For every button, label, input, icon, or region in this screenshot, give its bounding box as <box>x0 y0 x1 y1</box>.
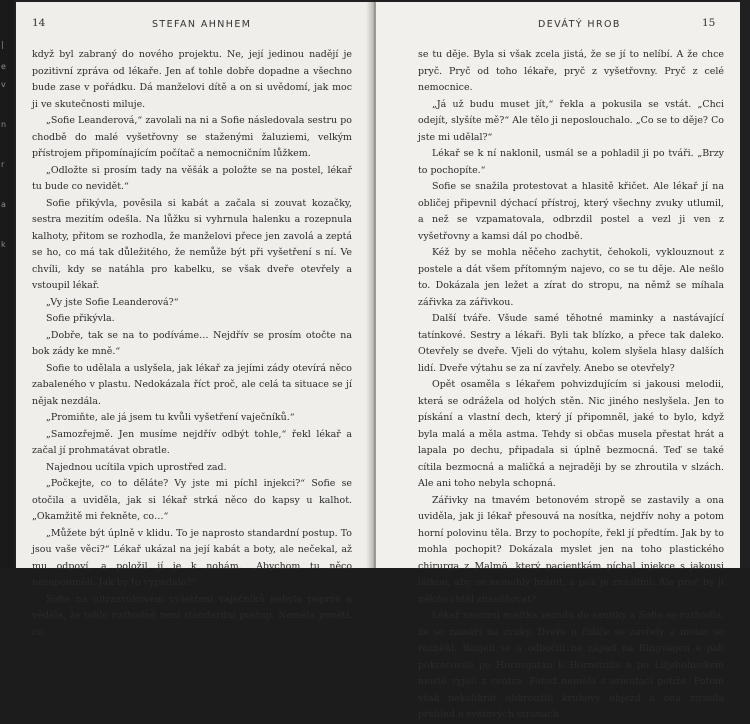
paragraph: Lékař se k ní naklonil, usmál se a pohladil ji po tváři. „Brzy to pochopíte.“ <box>418 148 724 176</box>
paragraph: „Promiňte, ale já jsem tu kvůli vyšetření vaječníků.“ <box>46 412 295 423</box>
running-head: DEVÁTÝ HROB <box>538 19 621 30</box>
paragraph: Sofie to udělala a uslyšela, jak lékař za jejími zády otevírá něco zabaleného v plastu. Nedokázala říct proč, ale celá ta situace se jí nějak nezdála. <box>32 362 352 407</box>
paragraph: Sofie se snažila protestovat a hlasitě křičet. Ale lékař jí na obličej připevnil dýchací přístroj, který všechny zvuky utlumil, a než se vzpamatovala, odbrzdil postel a vezl ji ven z vyšetřovny a kamsi dál po chodbě. <box>418 181 724 242</box>
paragraph: Kéž by se mohla něčeho zachytit, čehokoli, vyklouznout z postele a dát všem přítomným najevo, co se tu děje. Ale nešlo to. Dokázala jen ležet a zírat do stropu, na němž se míhala zářivka za zářivkou. <box>418 247 724 308</box>
paragraph: Sofie přikývla, pověsila si kabát a začala si zouvat kozačky, sestra mezitím odešla. Na lůžku si vyhrnula halenku a rozepnula kalhoty, přitom se rozhodla, že manželovi přece jen zavolá a zeptá se ho, co má tak důležitého, že nemůže být při vyšetření s ní. Ve chvíli, kdy se natáhla pro kabelku, se však dveře otevřely a vstoupil lékař. <box>32 197 352 291</box>
right-page <box>376 2 740 720</box>
body-text <box>418 47 724 724</box>
paragraph: se tu děje. Byla si však zcela jistá, že se jí to nelíbí. A že chce pryč. Pryč od toho lékaře, pryč z vyšetřovny. Pryč z celé nemocnice. <box>418 49 724 93</box>
page-number: 15 <box>702 17 716 29</box>
paragraph: „Můžete být úplně v klidu. To je naprosto standardní postup. To jsou vaše věci?“ Lékař ukázal na její kabát a boty, ale nečekal, až mu odpoví, a položil jí je k nohám. „Abychom tu něco nezapomněli. Jak by to vypadalo?“ <box>32 527 352 588</box>
page-number: 14 <box>32 17 46 29</box>
paragraph: Sofie na ultrazvukovém vyšetření vaječníků nebyla poprvé a věděla, že tohle rozhodně není standardní postup. Neměla ponětí, co <box>32 593 352 638</box>
paragraph: Další tváře. Všude samé těhotné maminky a nastávající tatínkové. Sestry a lékaři. Byli tak blízko, a přece tak daleko. Otevřely se dveře. Vjeli do výtahu, kolem slyšela hlasy dalších lidí. Dveře výtahu se za ní zavřely. Anebo se otevřely? <box>418 313 724 374</box>
paragraph: Opět osaměla s lékařem pohvizdujícím si jakousi melodii, která se odrážela od holých stěn. Nic jiného neslyšela. Jen to pískání a vlastní dech, který jí připomněl, jaké to bylo, když byla malá a měla astma. Tehdy si občas musela přestat hrát a lapala po dechu, připadala si úplně bezmocná. Teď se také cítila bezmocná a maličká a nejraději by se zhroutila v slzách. Ale ani toho nebyla schopná. <box>418 379 724 489</box>
paragraph: „Sofie Leanderová,“ zavolali na ni a Sofie následovala sestru po chodbě do malé vyšetřovny se staženými žaluziemi, velkým přístrojem připomínajícím počítač a nemocničním lůžkem. <box>32 115 352 159</box>
paragraph: Lékař zasunul nosítka zezadu do sanitky a Sofie se rozhodla, že se zaměří na zvuky. Dveře u řidiče se zavřely a motor se rozběhl. Rozjeli se a odbočili na západ na Ringvägen a pak pokračovali po Hornsgatan k Hornstullu a po Liljeholmském mostě vyjeli z centra. Potud neměla s orientací potíže. Potom však nekolikrát obkroužili kruhový objezd a ona ztratila přehled o světových stranách. <box>418 610 724 720</box>
paragraph: „Samozřejmě. Jen musíme nejdřív odbýt tohle,“ řekl lékař a začal jí prohmatávat obratle. <box>32 428 352 456</box>
paragraph: Najednou ucítila vpich uprostřed zad. <box>46 461 227 473</box>
left-page <box>16 2 371 638</box>
adjacent-page-edge: | e v n r a k <box>0 0 14 568</box>
paragraph: když byl zabraný do nového projektu. Ne, její jedinou nadějí je pozitivní zpráva od lékaře. Jen ať tohle dobře dopadne a všechno bude zase v pořádku. Dá manželovi dítě a on si uvědomí, jak moc ji ve skutečnosti miluje. <box>32 49 352 110</box>
paragraph: „Vy jste Sofie Leanderová?“ <box>46 296 179 308</box>
paragraph: „Já už budu muset jít,“ řekla a pokusila se vstát. „Chci odejít, slyšíte mě?“ Ale tělo ji neposlouchalo. „Co se to děje? Co jste mi udělal?“ <box>418 98 724 143</box>
paragraph: „Počkejte, co to děláte? Vy jste mi píchl injekci?“ Sofie se otočila a uviděla, jak si lékař strká něco do kapsy u kalhot. „Okamžitě mi řekněte, co…“ <box>32 478 352 522</box>
running-head: STEFAN AHNHEM <box>152 19 252 30</box>
paragraph: Sofie přikývla. <box>46 313 115 324</box>
paragraph: „Odložte si prosím tady na věšák a položte se na postel, lékař tu bude co nevidět.“ <box>32 164 352 192</box>
paragraph: „Dobře, tak se na to podíváme… Nejdřív se prosím otočte na bok zády ke mně.“ <box>32 329 352 357</box>
paragraph: Zářivky na tmavém betonovém stropě se zastavily a ona uviděla, jak ji lékař přesouvá na nosítka, nejdřív nohy a potom horní polovinu těla. Brzy to pochopíte, řekl jí předtím. Jak by to mohla pochopit? Dokázala myslet jen na toho plastického chirurga z Malmö, který pacientkám píchal injekce s jakousi látkou, aby se nemohly bránit, a pak je znásilnil. Ale proč by ji někdo chtěl znásilňovat? <box>418 494 724 605</box>
body-text <box>32 47 352 641</box>
